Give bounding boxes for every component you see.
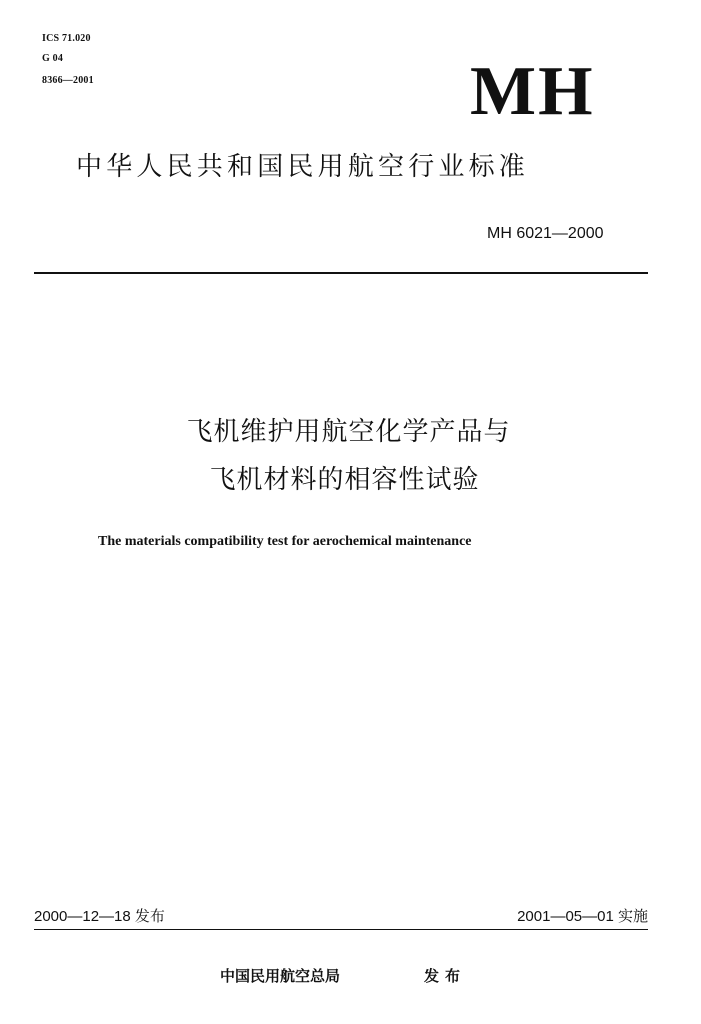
record-number: 8366—2001 — [42, 75, 94, 86]
organization-title: 中华人民共和国民用航空行业标准 — [76, 152, 530, 182]
issuing-authority: 中国民用航空总局 — [220, 967, 341, 985]
issuer-action: 发布 — [424, 967, 467, 985]
ics-code: ICS 71.020 — [42, 33, 91, 44]
footer-divider — [34, 929, 648, 930]
mh-logo: MH — [470, 53, 595, 130]
issue-date: 2000—12—18 发布 — [34, 908, 165, 925]
english-title: The materials compatibility test for aerochemical maintenance — [98, 534, 472, 549]
chinese-title-line-1: 飞机维护用航空化学产品与 — [186, 417, 511, 447]
chinese-title-line-2: 飞机材料的相容性试验 — [209, 465, 480, 495]
ccs-code: G 04 — [42, 53, 64, 64]
effective-date: 2001—05—01 实施 — [517, 908, 648, 925]
header-divider — [34, 272, 648, 274]
standard-number: MH 6021—2000 — [487, 225, 604, 242]
